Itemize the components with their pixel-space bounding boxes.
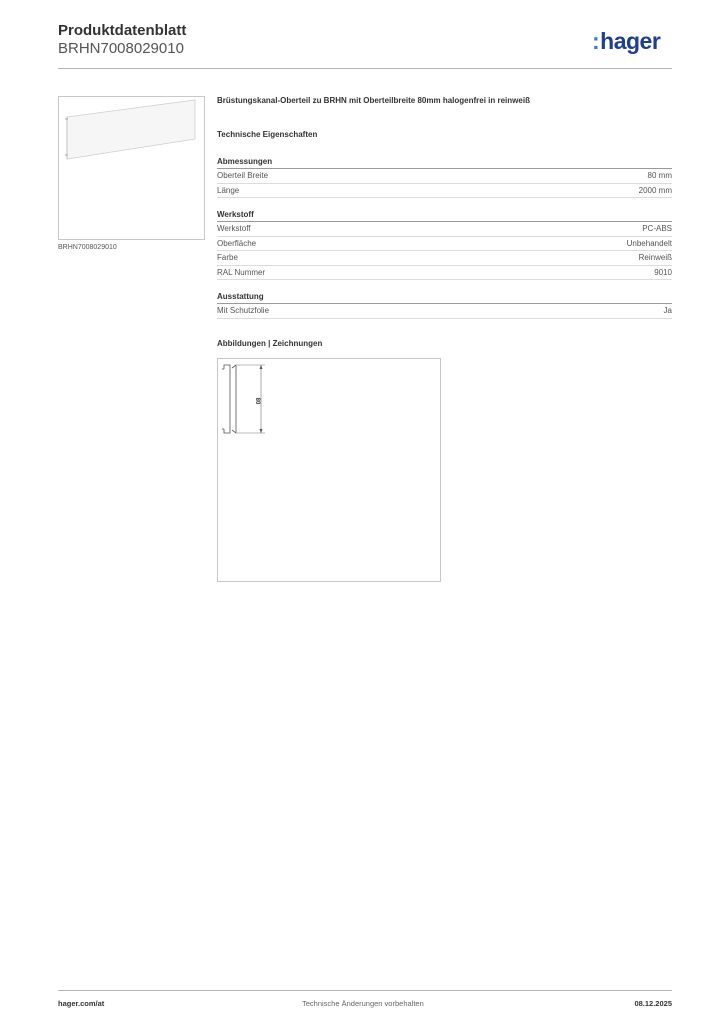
duct-cover-illustration [59,97,204,239]
property-row [217,251,672,266]
logo-text: hager [600,28,661,54]
property-label: RAL Nummer [217,267,266,277]
footer-website-link[interactable]: hager.com/at [58,999,105,1008]
product-description: Brüstungskanal-Oberteil zu BRHN mit Oberteilbreite 80mm halogenfrei in reinweiß [217,96,530,105]
property-label: Mit Schutzfolie [217,306,270,315]
property-row [217,304,672,319]
technical-drawing [217,358,441,582]
property-value: 9010 [654,267,672,277]
section-werkstoff [217,208,672,280]
property-row [217,184,672,199]
property-value: 2000 mm [638,185,672,195]
section-abmessungen [217,155,672,198]
section-ausstattung [217,290,672,319]
property-label: Farbe [217,253,238,262]
section-title: Werkstoff [217,208,672,222]
drawings-heading: Abbildungen | Zeichnungen [217,339,323,348]
technical-properties-heading: Technische Eigenschaften [217,130,318,139]
profile-drawing [218,359,440,581]
property-label: Oberteil Breite [217,171,269,180]
footer-disclaimer: Technische Änderungen vorbehalten [302,999,424,1008]
dimension-label: 80 [254,397,260,405]
logo-colon: : [592,28,600,54]
product-image-caption: BRHN7008029010 [58,244,117,251]
hager-logo[interactable] [592,28,660,55]
section-title: Ausstattung [217,290,672,304]
page-title: Produktdatenblatt [58,22,187,39]
property-value: Unbehandelt [626,238,672,248]
section-title: Abmessungen [217,155,672,169]
footer-date: 08.12.2025 [634,999,672,1008]
property-value: 80 mm [647,171,672,180]
product-image [58,96,205,240]
property-row [217,169,672,184]
article-number: BRHN7008029010 [58,40,184,57]
header-divider [58,68,672,69]
property-row [217,222,672,237]
footer-divider [58,990,672,991]
property-value: PC-ABS [642,224,672,233]
property-label: Länge [217,185,240,195]
property-label: Werkstoff [217,224,251,233]
property-row [217,266,672,281]
property-row [217,237,672,252]
property-label: Oberfläche [217,238,257,248]
property-value: Reinweiß [638,253,672,262]
property-value: Ja [663,306,672,315]
